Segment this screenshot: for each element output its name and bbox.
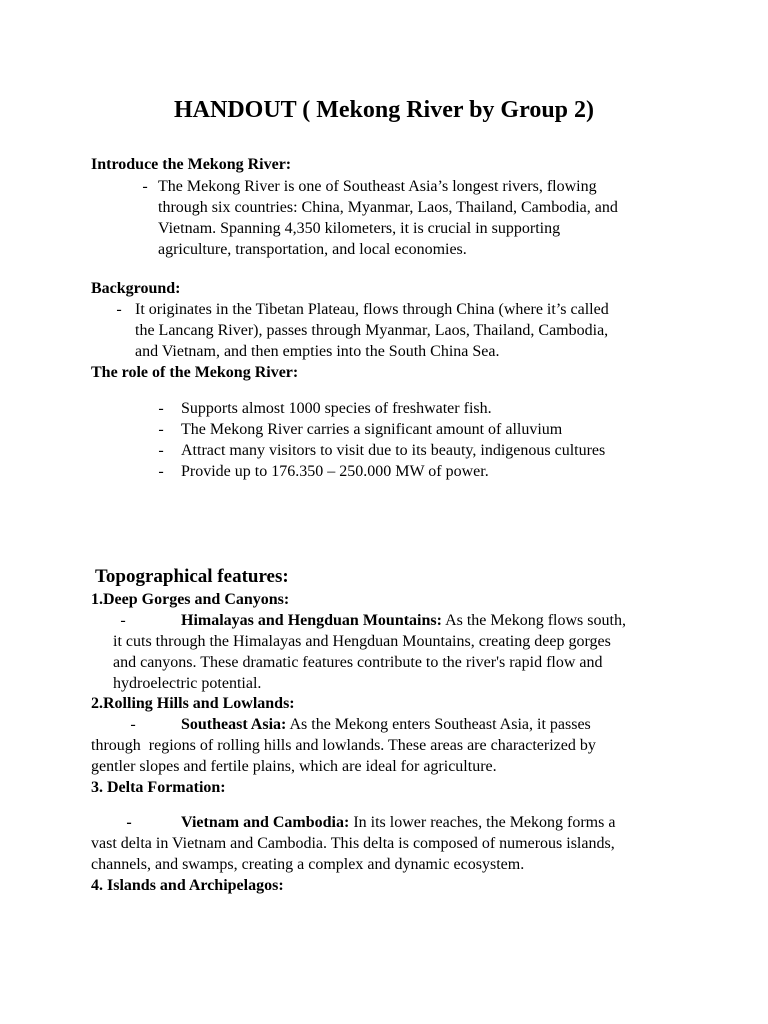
topo-section-3-bullet: - xyxy=(126,814,132,831)
topo-section-2-bullet: - xyxy=(130,716,136,733)
background-bullet: - xyxy=(116,301,122,318)
topo-section-3-bold: Vietnam and Cambodia: xyxy=(181,814,350,831)
role-item: Attract many visitors to visit due to its beauty, indigenous cultures xyxy=(181,442,606,459)
background-line: It originates in the Tibetan Plateau, flows through China (where it’s called xyxy=(135,301,609,318)
role-heading: The role of the Mekong River: xyxy=(91,364,299,381)
role-bullet: - xyxy=(158,400,164,417)
topo-heading: Topographical features: xyxy=(95,566,289,587)
topo-section-2-first-line xyxy=(181,714,591,735)
topo-section-2-line: gentler slopes and fertile plains, which are ideal for agriculture. xyxy=(91,758,497,775)
role-bullet: - xyxy=(158,442,164,459)
topo-section-2-line: through regions of rolling hills and lowlands. These areas are characterized by xyxy=(91,737,596,754)
topo-section-3-first-text: In its lower reaches, the Mekong forms a xyxy=(349,814,616,831)
topo-section-3-first-line xyxy=(181,812,615,833)
role-bullet: - xyxy=(158,463,164,480)
topo-section-1-line: it cuts through the Himalayas and Hengduan Mountains, creating deep gorges xyxy=(113,633,611,650)
background-heading: Background: xyxy=(91,280,181,297)
role-item: Provide up to 176.350 – 250.000 MW of power. xyxy=(181,463,489,480)
intro-line: The Mekong River is one of Southeast Asia’s longest rivers, flowing xyxy=(158,178,597,195)
topo-section-1-first-text: As the Mekong flows south, xyxy=(441,612,626,629)
intro-line: agriculture, transportation, and local economies. xyxy=(158,241,467,258)
role-bullet: - xyxy=(158,421,164,438)
intro-line: through six countries: China, Myanmar, Laos, Thailand, Cambodia, and xyxy=(158,199,618,216)
topo-section-3-line: channels, and swamps, creating a complex and dynamic ecosystem. xyxy=(91,856,525,873)
background-line: the Lancang River), passes through Myanmar, Laos, Thailand, Cambodia, xyxy=(135,322,609,339)
intro-heading: Introduce the Mekong River: xyxy=(91,156,292,173)
page-title: HANDOUT ( Mekong River by Group 2) xyxy=(173,97,595,123)
background-line: and Vietnam, and then empties into the South China Sea. xyxy=(135,343,500,360)
intro-line: Vietnam. Spanning 4,350 kilometers, it is crucial in supporting xyxy=(158,220,561,237)
topo-section-1-line: hydroelectric potential. xyxy=(113,675,262,692)
topo-section-3-line: vast delta in Vietnam and Cambodia. This delta is composed of numerous islands, xyxy=(91,835,615,852)
topo-section-1-line: and canyons. These dramatic features contribute to the river's rapid flow and xyxy=(113,654,603,671)
topo-section-2-bold: Southeast Asia: xyxy=(181,716,287,733)
topo-section-1-bullet: - xyxy=(120,612,126,629)
topo-section-4-heading: 4. Islands and Archipelagos: xyxy=(91,877,284,894)
topo-section-1-first-line xyxy=(181,610,626,631)
role-item: Supports almost 1000 species of freshwater fish. xyxy=(181,400,492,417)
topo-section-2-first-text: As the Mekong enters Southeast Asia, it passes xyxy=(286,716,591,733)
topo-section-1-heading: 1.Deep Gorges and Canyons: xyxy=(91,591,290,608)
intro-bullet: - xyxy=(142,178,148,195)
topo-section-1-bold: Himalayas and Hengduan Mountains: xyxy=(181,612,442,629)
role-item: The Mekong River carries a significant amount of alluvium xyxy=(181,421,563,438)
topo-section-3-heading: 3. Delta Formation: xyxy=(91,779,226,796)
topo-section-2-heading: 2.Rolling Hills and Lowlands: xyxy=(91,695,295,712)
